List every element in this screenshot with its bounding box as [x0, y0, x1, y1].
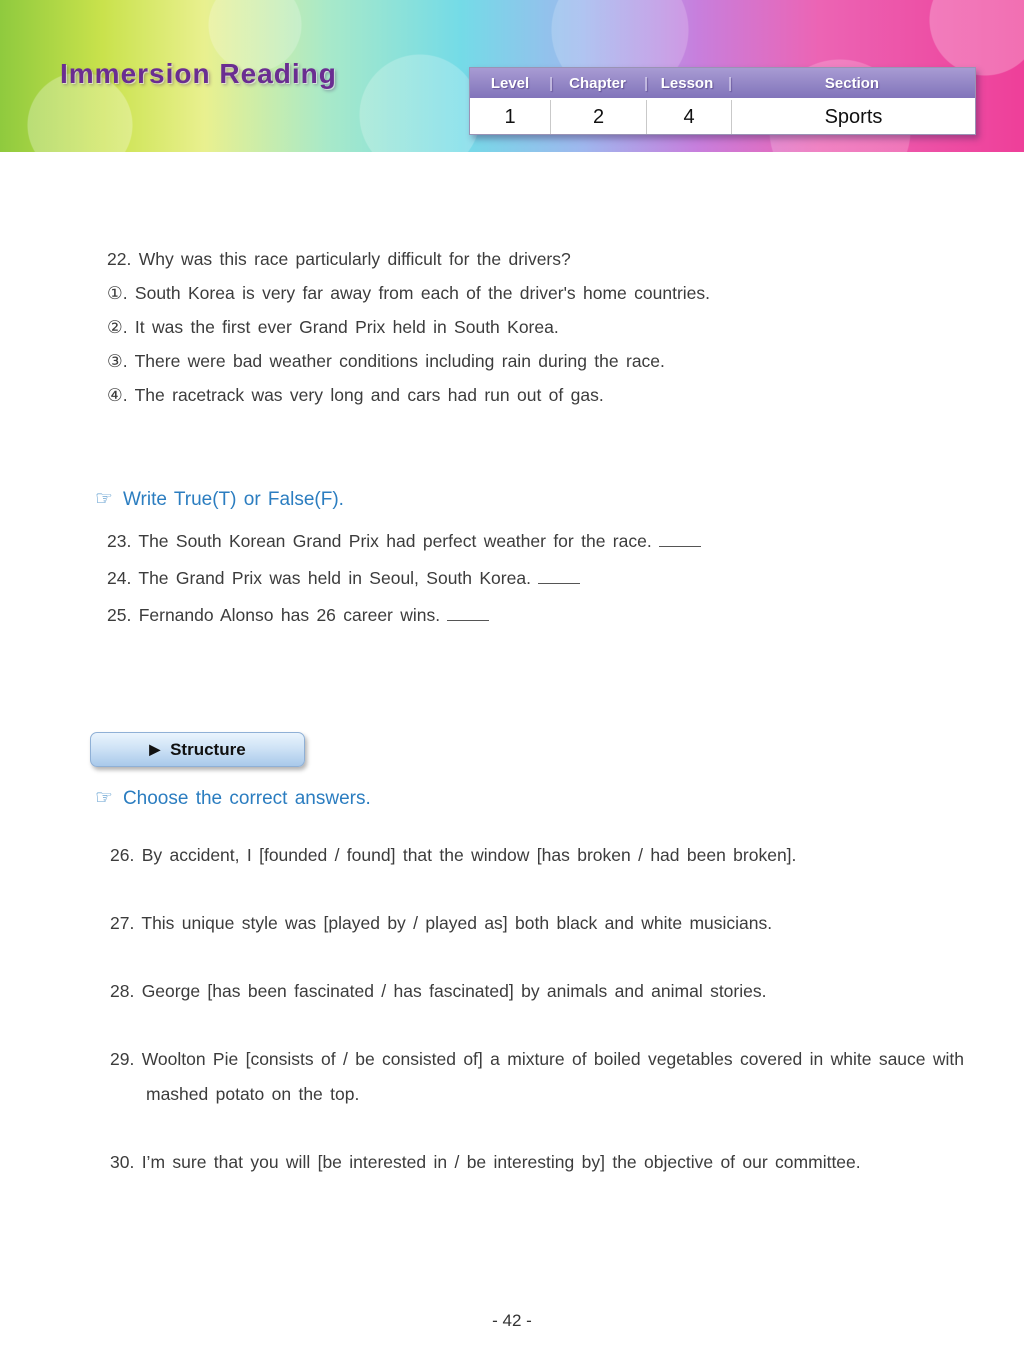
structure-question-list: [110, 838, 1024, 1179]
true-false-item: [107, 560, 947, 597]
question-22-block: [107, 242, 947, 412]
header-label-level: Level: [490, 74, 530, 92]
header-label-chapter: Chapter: [569, 74, 626, 92]
true-false-heading-text: Write True(T) or False(F).: [122, 489, 344, 510]
structure-question-26: 26. By accident, I [founded / found] that the window [has broken / had been broken].: [110, 845, 797, 865]
header-separator: |: [549, 74, 553, 92]
choose-answers-heading-text: Choose the correct answers.: [122, 788, 371, 809]
structure-section-label: Structure: [170, 739, 246, 759]
answer-blank: [659, 532, 701, 547]
header-cell-section: [729, 75, 975, 92]
lesson-info-table-values: [470, 100, 975, 134]
question-22-option-4: ④. The racetrack was very long and cars had run out of gas.: [107, 385, 604, 405]
choose-answers-heading: [95, 783, 1024, 814]
value-section: Sports: [824, 105, 883, 128]
true-false-heading: [95, 484, 1024, 515]
question-22-option-2: ②. It was the first ever Grand Prix held in South Korea.: [107, 317, 559, 337]
structure-question-29: 29. Woolton Pie [consists of / be consisted of] a mixture of boiled vegetables covered in white sauce with mashed potato on the top.: [110, 1049, 965, 1104]
structure-question-27: 27. This unique style was [played by / played as] both black and white musicians.: [110, 913, 773, 933]
structure-section-button: [90, 732, 305, 767]
pointing-hand-icon: ☞: [95, 488, 113, 510]
brand-logo: Immersion Reading: [60, 58, 337, 89]
true-false-item-text: 23. The South Korean Grand Prix had perfect weather for the race.: [107, 531, 652, 551]
play-triangle-icon: ▶: [149, 741, 161, 757]
header-separator: |: [644, 74, 648, 92]
value-lesson: 4: [647, 100, 732, 134]
answer-blank: [447, 606, 489, 621]
true-false-item: [107, 597, 947, 634]
header-cell-chapter: [550, 74, 648, 92]
lesson-info-table: [469, 67, 976, 135]
lesson-info-table-header: [470, 68, 975, 100]
header-label-lesson: Lesson: [660, 74, 714, 92]
true-false-list: [107, 523, 947, 634]
page-number: - 42 -: [492, 1311, 532, 1330]
header-separator: |: [728, 74, 732, 92]
pointing-hand-icon: ☞: [95, 787, 113, 809]
value-chapter: 2: [551, 100, 647, 134]
structure-question-30: 30. I’m sure that you will [be interested in / be interesting by] the objective of our committee.: [110, 1151, 861, 1172]
header-cell-level: [470, 74, 553, 92]
header-banner: [0, 0, 1024, 152]
worksheet-content: [0, 152, 1024, 1213]
true-false-item: [107, 523, 947, 560]
question-22-option-1: ①. South Korea is very far away from each of the driver's home countries.: [107, 283, 711, 303]
true-false-item-text: 24. The Grand Prix was held in Seoul, South Korea.: [107, 568, 531, 588]
header-label-section: Section: [824, 74, 880, 92]
structure-question-28: 28. George [has been fascinated / has fascinated] by animals and animal stories.: [110, 981, 767, 1001]
question-22-option-3: ③. There were bad weather conditions including rain during the race.: [107, 351, 665, 371]
value-level: 1: [470, 100, 551, 134]
header-cell-lesson: [645, 74, 732, 92]
question-22-text: 22. Why was this race particularly difficult for the drivers?: [107, 249, 571, 269]
true-false-item-text: 25. Fernando Alonso has 26 career wins.: [107, 605, 441, 625]
answer-blank: [538, 569, 580, 584]
